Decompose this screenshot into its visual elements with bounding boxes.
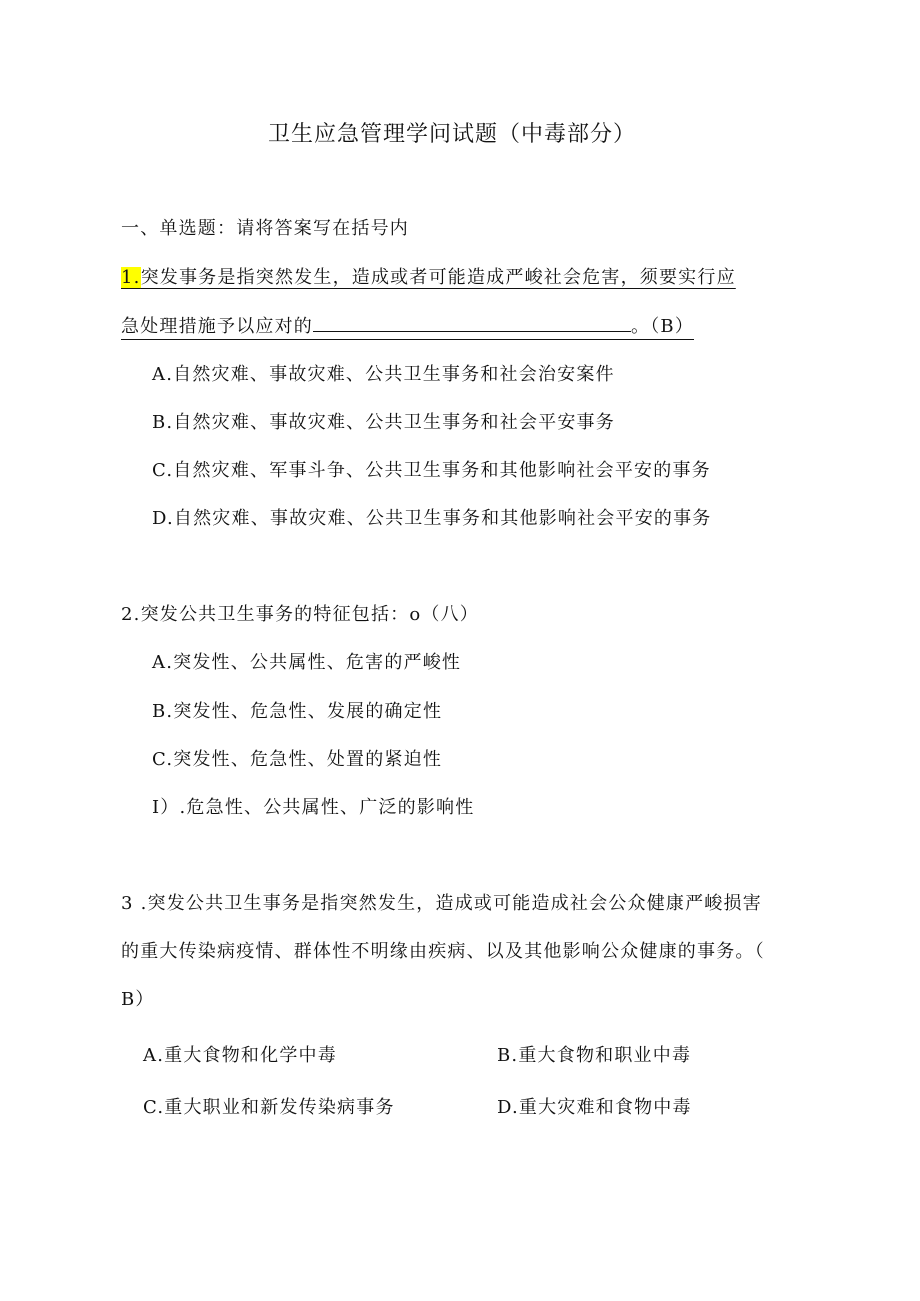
answer-blank xyxy=(313,313,631,332)
q1-option-b: B.自然灾难、事故灾难、公共卫生事务和社会平安事务 xyxy=(152,412,615,433)
question-1-answer: 。（B） xyxy=(631,316,695,337)
question-1-text-cont: 急处理措施予以应对的 xyxy=(121,316,313,337)
question-number-highlight: 1. xyxy=(121,267,141,288)
document-title: 卫生应急管理学问试题（中毒部分） xyxy=(268,122,637,147)
q1-option-d: D.自然灾难、事故灾难、公共卫生事务和其他影响社会平安的事务 xyxy=(152,508,712,529)
q1-option-c: C.自然灾难、军事斗争、公共卫生事务和其他影响社会平安的事务 xyxy=(152,460,711,481)
q3-option-b: B.重大食物和职业中毒 xyxy=(497,1045,692,1066)
q1-option-a: A.自然灾难、事故灾难、公共卫生事务和社会治安案件 xyxy=(152,364,615,385)
question-3-line-3: B） xyxy=(121,989,155,1010)
question-3-line-1: 3 .突发公共卫生事务是指突然发生，造成或可能造成社会公众健康严峻损害 xyxy=(121,893,762,914)
q3-option-a: A.重大食物和化学中毒 xyxy=(143,1045,337,1066)
q2-option-a: A.突发性、公共属性、危害的严峻性 xyxy=(152,652,462,673)
section-heading: 一、单选题：请将答案写在括号内 xyxy=(121,218,409,239)
q2-option-c: C.突发性、危急性、处置的紧迫性 xyxy=(152,749,443,770)
q2-option-b: B.突发性、危急性、发展的确定性 xyxy=(152,701,443,722)
question-3-line-2: 的重大传染病疫情、群体性不明缘由疾病、以及其他影响公众健康的事务。（ xyxy=(121,941,765,962)
question-1-text: 突发事务是指突然发生，造成或者可能造成严峻社会危害，须要实行应 xyxy=(140,267,736,288)
q2-option-d: I）.危急性、公共属性、广泛的影响性 xyxy=(152,797,475,818)
question-1-line-1 xyxy=(121,265,736,291)
question-1-line-2 xyxy=(121,313,694,340)
q3-option-d: D.重大灾难和食物中毒 xyxy=(497,1097,692,1118)
q3-option-c: C.重大职业和新发传染病事务 xyxy=(143,1097,395,1118)
question-2-text: 2.突发公共卫生事务的特征包括：o（八） xyxy=(121,604,480,625)
